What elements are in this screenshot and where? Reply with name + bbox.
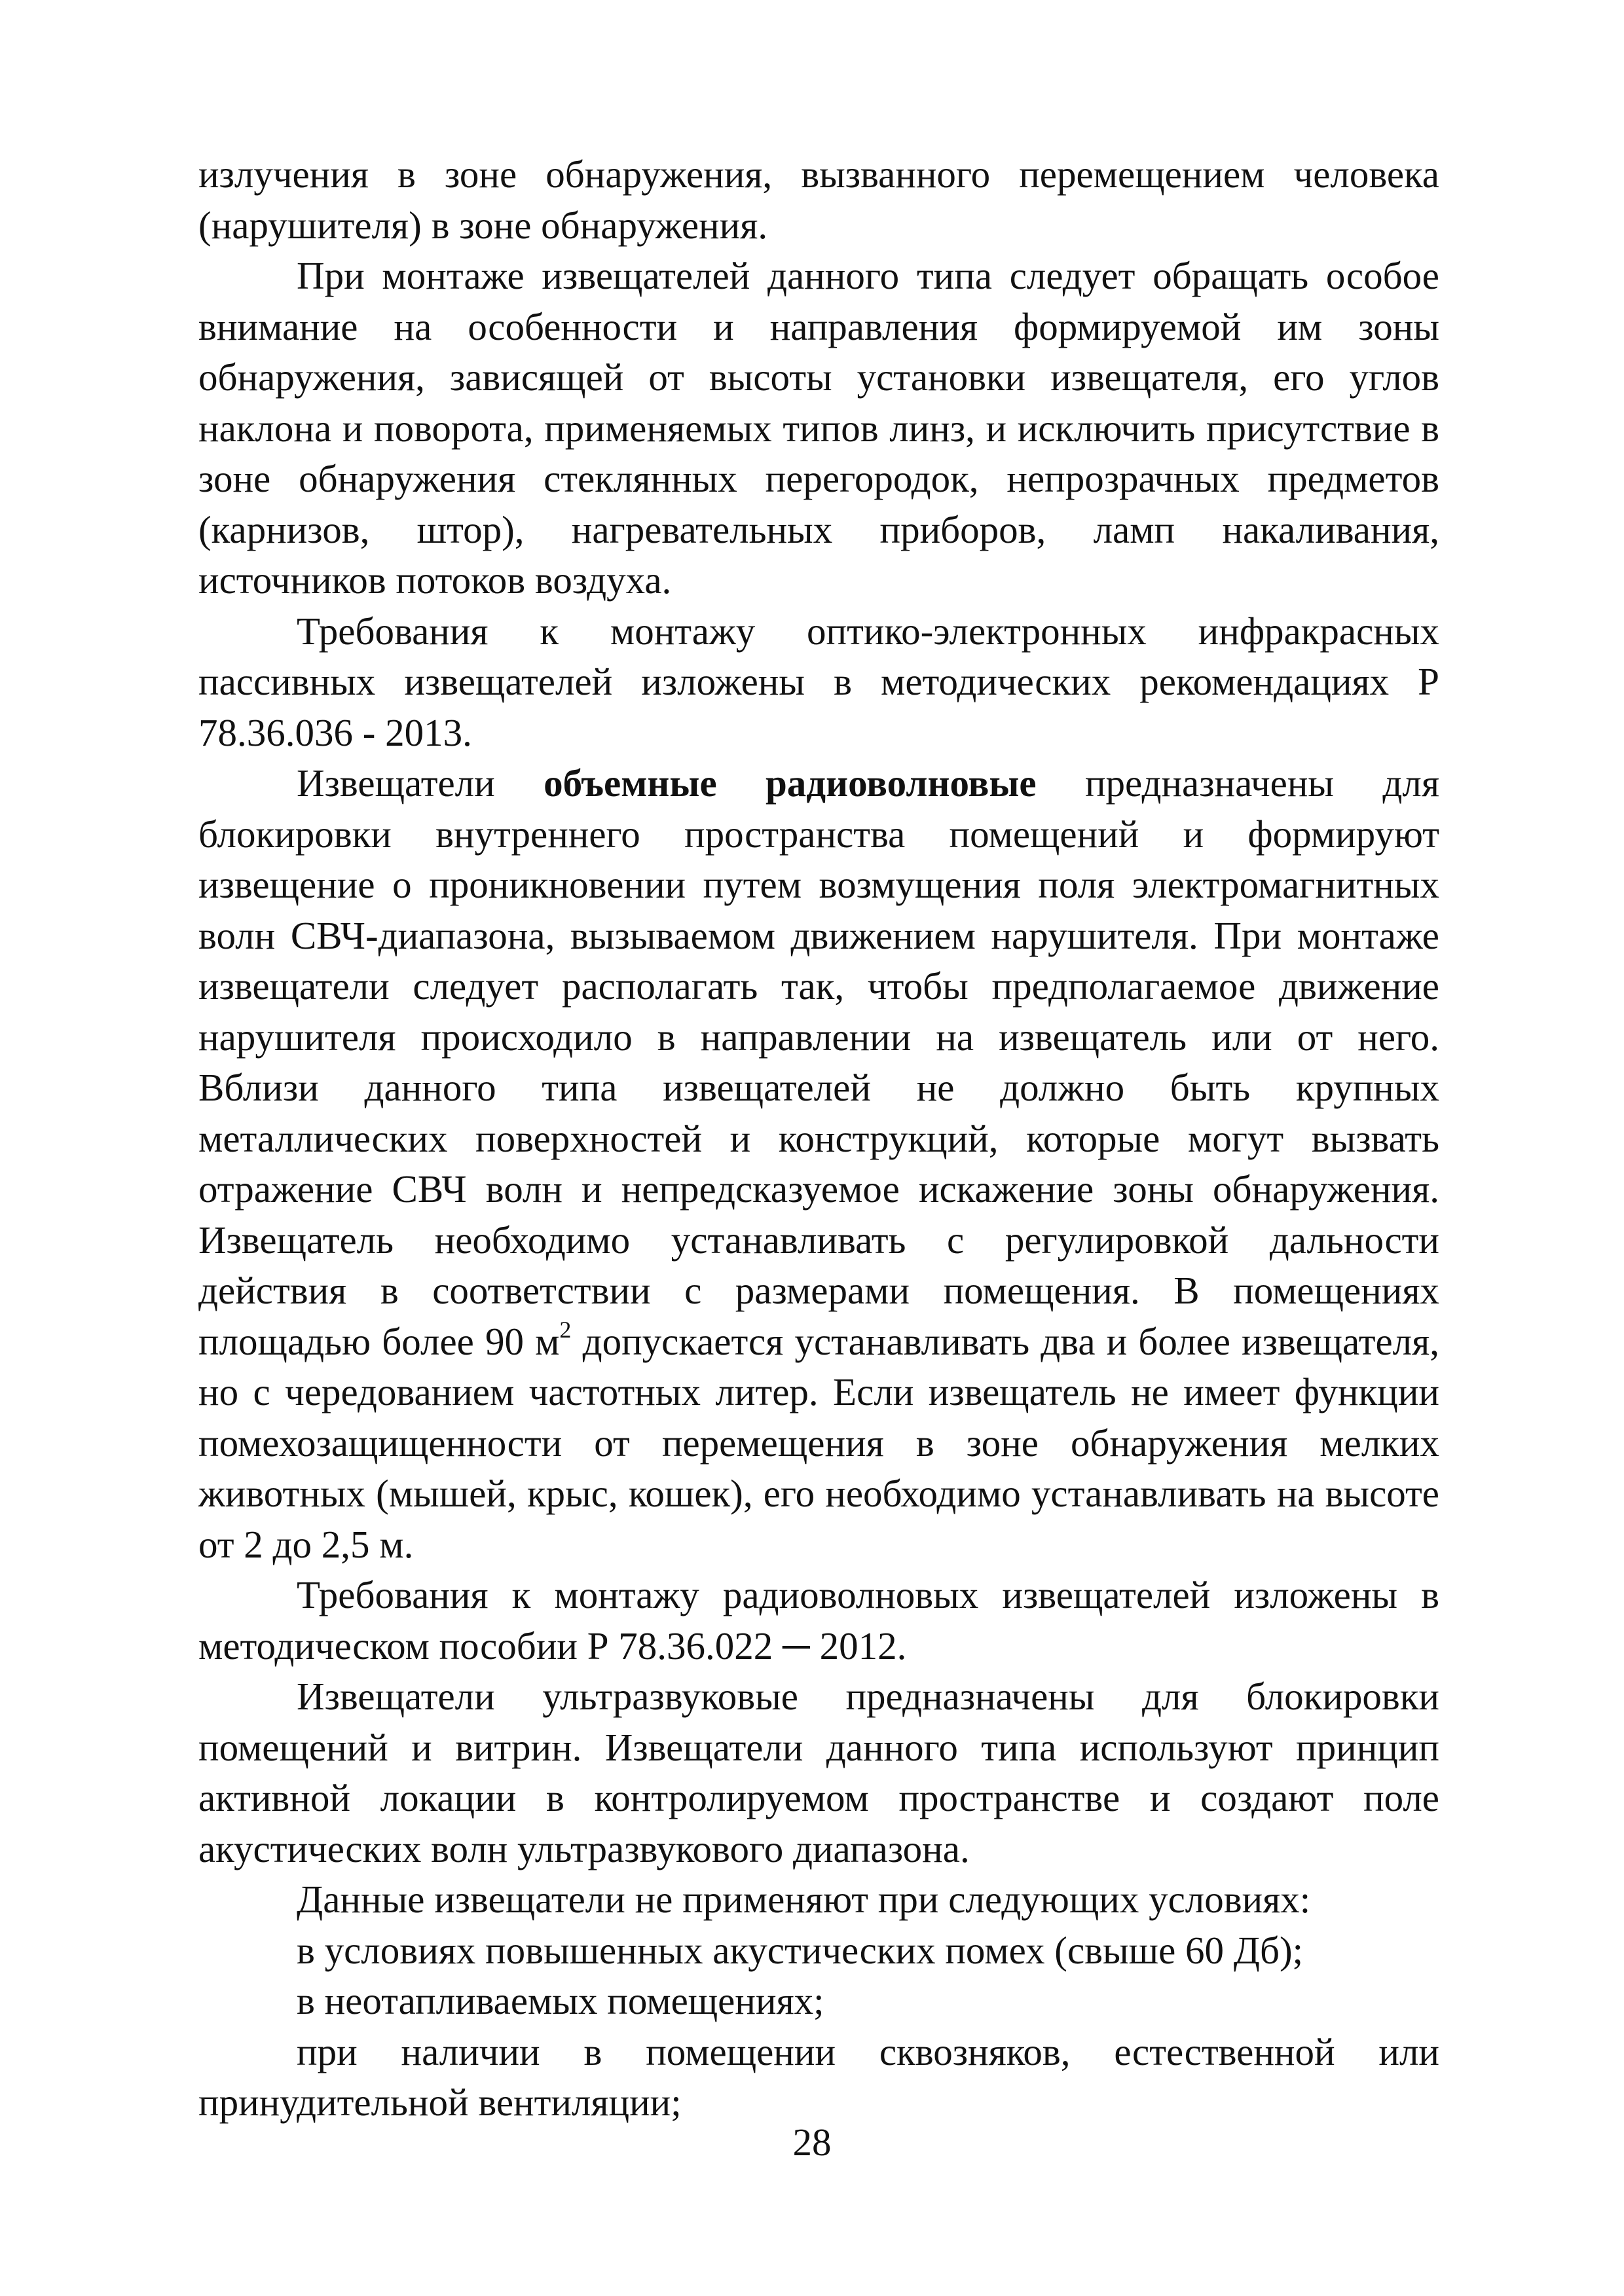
paragraph-4-text-b: допускается устанавливать два и более извещателя, но с чередованием частотных литер. Если извещатель не имеет функции помехозащищенности от перемещения в зоне обнаружения мелких животных (мышей, крыс, кошек), его необходимо устанавливать на высоте от 2 до 2,5 м.	[198, 1319, 1440, 1566]
paragraph-4-bold-term: объемные радиоволновые	[544, 761, 1037, 805]
paragraph-6: Извещатели ультразвуковые предназначены для блокировки помещений и витрин. Извещатели данного типа используют принцип активной локации в контролируемом пространстве и создают поле акустических волн ультразвукового диапазона.	[198, 1675, 1439, 1870]
paragraph-3: Требования к монтажу оптико-электронных инфракрасных пассивных извещателей изложены в методических рекомендациях Р 78.36.036 - 2013.	[198, 609, 1439, 754]
document-body	[198, 149, 1439, 2128]
paragraph-7: Данные извещатели не применяют при следующих условиях:	[297, 1878, 1311, 1921]
paragraph-10: при наличии в помещении сквозняков, естественной или принудительной вентиляции;	[198, 2030, 1439, 2124]
paragraph-5: Требования к монтажу радиоволновых извещателей изложены в методическом пособии Р 78.36.022 ─ 2012.	[198, 1573, 1439, 1667]
paragraph-4-text-a: предназначены для блокировки внутреннего пространства помещений и формируют извещение о проникновении путем возмущения поля электромагнитных волн СВЧ-диапазона, вызываемом движением нарушителя. При монтаже извещатели следует располагать так, чтобы предполагаемое движение нарушителя происходило в направлении на извещатель или от него. Вблизи данного типа извещателей не должно быть крупных металлических поверхностей и конструкций, которые могут вызвать отражение СВЧ волн и непредсказуемое искажение зоны обнаружения. Извещатель необходимо устанавливать с регулировкой дальности действия в соответствии с размерами помещения. В помещениях площадью более 90 м	[198, 761, 1439, 1363]
page-number: 28	[792, 2121, 832, 2164]
paragraph-9: в неотапливаемых помещениях;	[297, 1979, 824, 2022]
paragraph-2: При монтаже извещателей данного типа следует обращать особое внимание на особенности и направления формируемой им зоны обнаружения, зависящей от высоты установки извещателя, его углов наклона и поворота, применяемых типов линз, и исключить присутствие в зоне обнаружения стеклянных перегородок, непрозрачных предметов (карнизов, штор), нагревательных приборов, ламп накаливания, источников потоков воздуха.	[198, 254, 1439, 602]
paragraph-1: излучения в зоне обнаружения, вызванного перемещением человека (нарушителя) в зоне обнаружения.	[198, 153, 1439, 247]
paragraph-4-lead: Извещатели	[297, 761, 495, 805]
superscript-2: 2	[559, 1316, 572, 1343]
paragraph-4	[198, 758, 1439, 1570]
paragraph-8: в условиях повышенных акустических помех (свыше 60 Дб);	[297, 1928, 1304, 1972]
